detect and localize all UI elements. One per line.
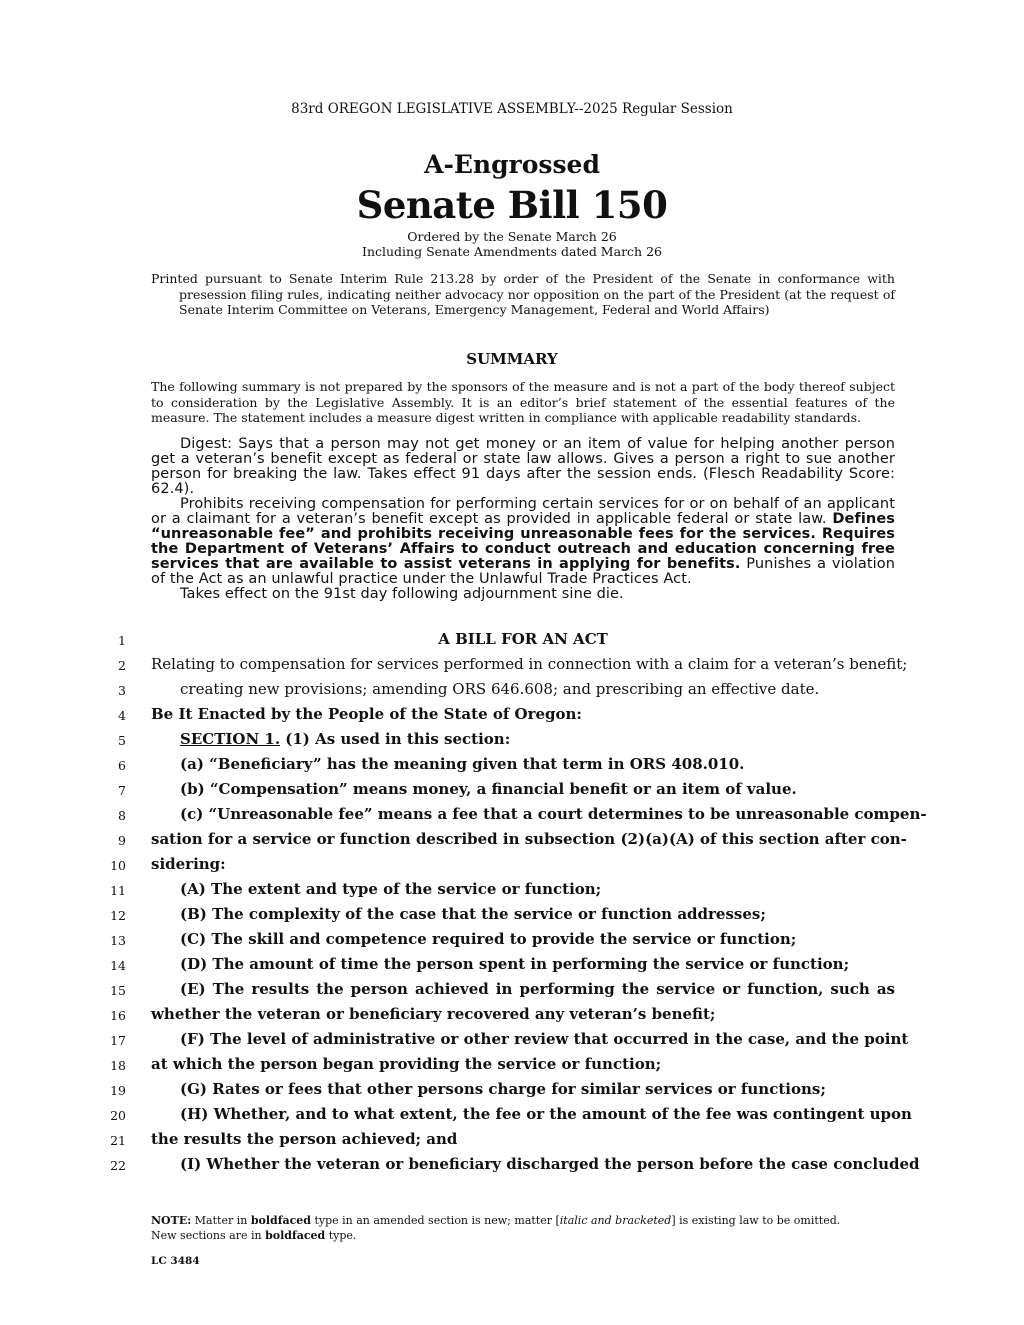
bill-for-act-heading: A BILL FOR AN ACT (438, 630, 608, 648)
summary-p2-end: Punishes a violation of the Act as an unlawful practice under the Unlawful Trade Practices Act. (151, 556, 895, 587)
bill-line: (A) The extent and type of the service or function; (180, 880, 602, 898)
line-number: 15 (110, 983, 126, 998)
line-number: 11 (110, 883, 126, 898)
line-number: 10 (110, 858, 126, 873)
line-number: 3 (118, 683, 126, 698)
footnote (151, 1213, 895, 1243)
lc-number: LC 3484 (151, 1255, 200, 1267)
bill-line: (F) The level of administrative or other review that occurred in the case, and the point (180, 1030, 909, 1048)
line-number: 5 (118, 733, 126, 748)
ordered-line: Ordered by the Senate March 26 (407, 229, 617, 244)
bill-title: Senate Bill 150 (356, 183, 668, 227)
enacting-clause: Be It Enacted by the People of the State of Oregon: (151, 705, 582, 723)
line-number: 20 (110, 1108, 126, 1123)
session-header: 83rd OREGON LEGISLATIVE ASSEMBLY--2025 Regular Session (291, 101, 733, 117)
line-number: 14 (110, 958, 126, 973)
bill-line: (b) “Compensation” means money, a financial benefit or an item of value. (180, 780, 797, 798)
bill-line: (D) The amount of time the person spent in performing the service or function; (180, 955, 850, 973)
note-text: New sections are in (151, 1229, 266, 1242)
bill-line: creating new provisions; amending ORS 646.608; and prescribing an effective date. (180, 680, 820, 698)
note-text: type. (325, 1229, 357, 1242)
section-text: (1) As used in this section: (280, 730, 511, 748)
note-line-1 (151, 1213, 895, 1228)
note-text: ] is existing law to be omitted. (671, 1214, 841, 1227)
ordered-info (0, 229, 1024, 259)
line-number: 21 (110, 1133, 126, 1148)
bill-line: (E) The results the person achieved in performing the service or function, such as (180, 980, 895, 998)
section-heading: SECTION 1. (180, 730, 281, 748)
line-number: 7 (118, 783, 126, 798)
bill-line: sidering: (151, 855, 226, 873)
bill-line: (G) Rates or fees that other persons charge for similar services or functions; (180, 1080, 826, 1098)
note-line-2 (151, 1228, 895, 1243)
line-number: 17 (110, 1033, 126, 1048)
line-number: 9 (118, 833, 126, 848)
bill-line: (H) Whether, and to what extent, the fee or the amount of the fee was contingent upon (180, 1105, 912, 1123)
line-number: 22 (110, 1158, 126, 1173)
digest-block (151, 437, 895, 602)
line-number: 6 (118, 758, 126, 773)
line-number: 2 (118, 658, 126, 673)
bill-line: (C) The skill and competence required to provide the service or function; (180, 930, 797, 948)
line-number: 18 (110, 1058, 126, 1073)
bill-line: Relating to compensation for services performed in connection with a claim for a veteran’s benefit; (151, 655, 908, 673)
line-number: 13 (110, 933, 126, 948)
note-italic: italic and bracketed (559, 1214, 672, 1227)
line-number: 8 (118, 808, 126, 823)
printed-text: Printed pursuant to Senate Interim Rule 213.28 by order of the President of the Senate in conformance with presession filing rules, indicating neither advocacy nor opposition on the part of the President (at the request of Senate Interim Committee on Veterans, Emergency Management, Federal and World Affairs) (151, 271, 895, 317)
line-number: 12 (110, 908, 126, 923)
note-bold: boldfaced (250, 1214, 311, 1227)
engrossed-label: A-Engrossed (424, 150, 600, 179)
bill-line: whether the veteran or beneficiary recovered any veteran’s benefit; (151, 1005, 716, 1023)
bill-line: at which the person began providing the service or function; (151, 1055, 662, 1073)
note-bold: boldfaced (265, 1229, 326, 1242)
summary-p2-bold: Defines “unreasonable fee” and prohibits receiving unreasonable fees for the services. Requires the Department of Veterans’ Affairs to conduct outreach and education concerning free services that are available to assist veterans in applying for benefits. (151, 511, 895, 572)
line-number: 16 (110, 1008, 126, 1023)
bill-line: sation for a service or function described in subsection (2)(a)(A) of this section after con- (151, 830, 907, 848)
note-text: type in an amended section is new; matter [ (310, 1214, 560, 1227)
bill-line: (a) “Beneficiary” has the meaning given that term in ORS 408.010. (180, 755, 745, 773)
bill-line: the results the person achieved; and (151, 1130, 458, 1148)
section-1-line (151, 730, 924, 748)
summary-intro: The following summary is not prepared by the sponsors of the measure and is not a part of the body thereof subject to consideration by the Legislative Assembly. It is an editor’s brief statement of the essential features of the measure. The statement includes a measure digest written in compliance with applicable readability standards. (151, 379, 895, 425)
line-number: 19 (110, 1083, 126, 1098)
summary-paragraph-3: Takes effect on the 91st day following adjournment sine die. (180, 586, 624, 602)
note-text: Matter in (191, 1214, 251, 1227)
bill-line: (I) Whether the veteran or beneficiary discharged the person before the case concluded (180, 1155, 920, 1173)
note-label: NOTE: (151, 1214, 192, 1227)
including-line: Including Senate Amendments dated March 26 (362, 244, 662, 259)
summary-heading: SUMMARY (466, 350, 558, 368)
line-number: 4 (118, 708, 126, 723)
summary-p2-start: Prohibits receiving compensation for performing certain services for or on behalf of an applicant or a claimant for a veteran’s benefit except as provided in applicable federal or state law. (151, 496, 895, 527)
summary-paragraph-2 (151, 497, 895, 587)
printed-pursuant (151, 271, 895, 318)
bill-line: (c) “Unreasonable fee” means a fee that a court determines to be unreasonable compen- (180, 805, 927, 823)
line-number: 1 (118, 633, 126, 648)
digest-paragraph: Digest: Says that a person may not get money or an item of value for helping another person get a veteran’s benefit except as federal or state law allows. Gives a person a right to sue another person for breaking the law. Takes effect 91 days after the session ends. (Flesch Readability Score: 62.4). (151, 436, 895, 497)
bill-line: (B) The complexity of the case that the service or function addresses; (180, 905, 766, 923)
